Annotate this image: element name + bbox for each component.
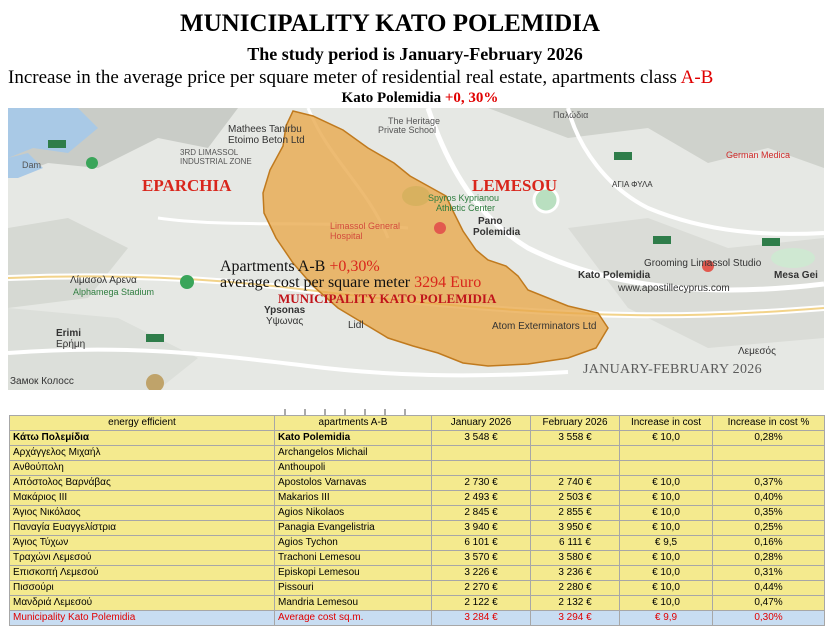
table-row bbox=[10, 431, 825, 446]
cell-gr: Μανδριά Λεμεσού bbox=[10, 596, 275, 611]
cell-jan: 2 845 € bbox=[432, 506, 531, 521]
cell-jan: 2 730 € bbox=[432, 476, 531, 491]
cell-en: Mandria Lemesou bbox=[275, 596, 432, 611]
map-label-athletic: Athletic Center bbox=[436, 203, 496, 213]
cell-inc: € 10,0 bbox=[620, 506, 713, 521]
cell-feb: 2 740 € bbox=[531, 476, 620, 491]
map-label-lidl: Lidl bbox=[348, 320, 364, 331]
cell-gr: Άγιος Τύχων bbox=[10, 536, 275, 551]
map-label-erimi-gr: Ερήμη bbox=[56, 339, 86, 350]
table-row bbox=[10, 596, 825, 611]
subhead bbox=[0, 90, 832, 107]
header-increase: Increase in cost bbox=[620, 416, 713, 431]
map-label-ypsonas-gr: Υψωνας bbox=[266, 316, 304, 327]
cell-jan: 2 270 € bbox=[432, 581, 531, 596]
map-label-lemesos: Λεμεσός bbox=[738, 346, 776, 357]
map-label-municipality: MUNICIPALITY KATO POLEMIDIA bbox=[278, 291, 497, 306]
map-label-dam: Dam bbox=[22, 160, 42, 170]
price-table bbox=[9, 415, 825, 626]
cell-feb: 3 236 € bbox=[531, 566, 620, 581]
cell-pct: 0,28% bbox=[713, 431, 825, 446]
cell-inc: € 10,0 bbox=[620, 596, 713, 611]
cell-jan bbox=[432, 461, 531, 476]
map-background bbox=[8, 108, 824, 390]
map-label-alphamega: Alphamega Stadium bbox=[73, 287, 155, 297]
header-increase-pct: Increase in cost % bbox=[713, 416, 825, 431]
cell-pct: 0,37% bbox=[713, 476, 825, 491]
summary-feb: 3 294 € bbox=[531, 611, 620, 626]
map-label-spyros: Spyros Kyprianou bbox=[428, 193, 500, 203]
table-row bbox=[10, 521, 825, 536]
cell-inc: € 10,0 bbox=[620, 581, 713, 596]
table-summary-row bbox=[10, 611, 825, 626]
map-apartments-change: +0,30% bbox=[329, 258, 380, 275]
map-image bbox=[8, 108, 824, 390]
table-row bbox=[10, 506, 825, 521]
cell-feb: 3 580 € bbox=[531, 551, 620, 566]
cell-en: Makarios III bbox=[275, 491, 432, 506]
map-label-atom: Atom Exterminators Ltd bbox=[492, 321, 597, 332]
map-label-palodia: Παλώδια bbox=[553, 110, 589, 120]
cell-jan: 3 548 € bbox=[432, 431, 531, 446]
cell-feb: 2 132 € bbox=[531, 596, 620, 611]
cell-inc bbox=[620, 461, 713, 476]
map-label-mesa-geitonia: Mesa Gei bbox=[774, 270, 818, 281]
cell-feb: 2 503 € bbox=[531, 491, 620, 506]
cell-en: Episkopi Lemesou bbox=[275, 566, 432, 581]
map-label-grooming: Grooming Limassol Studio bbox=[644, 258, 762, 269]
cell-pct: 0,44% bbox=[713, 581, 825, 596]
cell-gr: Επισκοπή Λεμεσού bbox=[10, 566, 275, 581]
cell-en: Anthoupoli bbox=[275, 461, 432, 476]
map-label-mathees: Mathees Tanirbu bbox=[228, 124, 302, 135]
cell-pct: 0,31% bbox=[713, 566, 825, 581]
headline bbox=[8, 67, 713, 89]
summary-inc: € 9,9 bbox=[620, 611, 713, 626]
cell-gr: Ανθούπολη bbox=[10, 461, 275, 476]
map-label-kato-polemidia: Kato Polemidia bbox=[578, 270, 651, 281]
map-label-polemidia: Polemidia bbox=[473, 227, 521, 238]
cell-pct: 0,35% bbox=[713, 506, 825, 521]
subhead-change: +0, 30% bbox=[444, 90, 499, 106]
cell-en: Kato Polemidia bbox=[275, 431, 432, 446]
cell-pct: 0,47% bbox=[713, 596, 825, 611]
cell-inc: € 10,0 bbox=[620, 521, 713, 536]
cell-en: Pissouri bbox=[275, 581, 432, 596]
cell-feb: 2 280 € bbox=[531, 581, 620, 596]
cell-gr: Παναγία Ευαγγελίστρια bbox=[10, 521, 275, 536]
cell-inc: € 10,0 bbox=[620, 491, 713, 506]
cell-jan: 3 940 € bbox=[432, 521, 531, 536]
map-label-pano: Pano bbox=[478, 216, 503, 227]
summary-gr: Municipality Kato Polemidia bbox=[10, 611, 275, 626]
table-row bbox=[10, 551, 825, 566]
table-row bbox=[10, 476, 825, 491]
map-label-eparchia: EPARCHIA bbox=[142, 176, 232, 195]
cell-gr: Μακάριος ΙΙΙ bbox=[10, 491, 275, 506]
table-row bbox=[10, 461, 825, 476]
map-label-avg-cost bbox=[220, 274, 481, 292]
cell-jan bbox=[432, 446, 531, 461]
cell-inc: € 10,0 bbox=[620, 431, 713, 446]
summary-en: Average cost sq.m. bbox=[275, 611, 432, 626]
cell-jan: 6 101 € bbox=[432, 536, 531, 551]
cell-en: Agios Tychon bbox=[275, 536, 432, 551]
page-title: MUNICIPALITY KATO POLEMIDIA bbox=[180, 10, 600, 37]
map-label-etoimo: Etoimo Beton Ltd bbox=[228, 135, 305, 146]
cell-jan: 2 122 € bbox=[432, 596, 531, 611]
cell-jan: 3 570 € bbox=[432, 551, 531, 566]
cell-inc: € 10,0 bbox=[620, 476, 713, 491]
study-period: The study period is January-February 2026 bbox=[247, 44, 583, 64]
table-row bbox=[10, 536, 825, 551]
map-label-erimi: Erimi bbox=[56, 328, 82, 339]
cell-pct bbox=[713, 446, 825, 461]
cell-gr: Αρχάγγελος Μιχαήλ bbox=[10, 446, 275, 461]
cell-en: Trachoni Lemesou bbox=[275, 551, 432, 566]
map-label-hospital: Limassol General Hospital bbox=[330, 221, 401, 241]
cell-en: Agios Nikolaos bbox=[275, 506, 432, 521]
headline-text: Increase in the average price per square meter of residential real estate, apartments class bbox=[8, 67, 681, 88]
cell-feb bbox=[531, 461, 620, 476]
cell-gr: Απόστολος Βαρνάβας bbox=[10, 476, 275, 491]
cell-pct: 0,40% bbox=[713, 491, 825, 506]
cell-en: Archangelos Michail bbox=[275, 446, 432, 461]
map-label-period: JANUARY-FEBRUARY 2026 bbox=[583, 362, 762, 377]
table-row bbox=[10, 491, 825, 506]
cell-gr: Άγιος Νικόλαος bbox=[10, 506, 275, 521]
cell-inc bbox=[620, 446, 713, 461]
map-label-lemesou: LEMESOU bbox=[472, 176, 558, 195]
header-energy: energy efficient bbox=[10, 416, 275, 431]
header-january: January 2026 bbox=[432, 416, 531, 431]
summary-pct: 0,30% bbox=[713, 611, 825, 626]
cell-inc: € 10,0 bbox=[620, 566, 713, 581]
summary-jan: 3 284 € bbox=[432, 611, 531, 626]
map-avg-value: 3294 Euro bbox=[414, 274, 482, 291]
map-label-private-school: Private School bbox=[378, 125, 437, 135]
header-apartments: apartments A-B bbox=[275, 416, 432, 431]
cell-inc: € 10,0 bbox=[620, 551, 713, 566]
map-label-german-medical: German Medica bbox=[726, 150, 791, 160]
map-apartments-text: Apartments A-B bbox=[220, 258, 330, 275]
headline-class: A-B bbox=[680, 67, 714, 88]
cell-jan: 3 226 € bbox=[432, 566, 531, 581]
map-label-apostille: www.apostillecyprus.com bbox=[618, 283, 730, 294]
map-label-zamok: Замок Колосс bbox=[10, 376, 74, 387]
cell-gr: Πισσούρι bbox=[10, 581, 275, 596]
cell-pct bbox=[713, 461, 825, 476]
map-label-industrial: 3RD LIMASSOL INDUSTRIAL ZONE bbox=[180, 148, 252, 166]
cell-feb: 2 855 € bbox=[531, 506, 620, 521]
cell-jan: 2 493 € bbox=[432, 491, 531, 506]
map-label-arena: Λίμασολ Αρενα bbox=[70, 275, 137, 286]
cell-en: Apostolos Varnavas bbox=[275, 476, 432, 491]
map-avg-text: average cost per square meter bbox=[220, 274, 415, 291]
cell-gr: Τραχώνι Λεμεσού bbox=[10, 551, 275, 566]
cell-feb: 3 558 € bbox=[531, 431, 620, 446]
table-row bbox=[10, 446, 825, 461]
map-label-ypsonas: Ypsonas bbox=[264, 305, 306, 316]
cell-pct: 0,25% bbox=[713, 521, 825, 536]
cell-feb bbox=[531, 446, 620, 461]
table-header-row bbox=[10, 416, 825, 431]
subhead-name: Kato Polemidia bbox=[341, 90, 445, 106]
cell-pct: 0,16% bbox=[713, 536, 825, 551]
cell-inc: € 9,5 bbox=[620, 536, 713, 551]
map-label-heritage: The Heritage bbox=[388, 116, 441, 126]
table-row bbox=[10, 566, 825, 581]
cell-feb: 3 950 € bbox=[531, 521, 620, 536]
header-february: February 2026 bbox=[531, 416, 620, 431]
cell-en: Panagia Evangelistria bbox=[275, 521, 432, 536]
cell-pct: 0,28% bbox=[713, 551, 825, 566]
cell-gr: Κάτω Πολεμίδια bbox=[10, 431, 275, 446]
cell-feb: 6 111 € bbox=[531, 536, 620, 551]
table-row bbox=[10, 581, 825, 596]
map-label-agia-fyla: ΑΓΙΑ ΦΥΛΑ bbox=[612, 180, 653, 189]
